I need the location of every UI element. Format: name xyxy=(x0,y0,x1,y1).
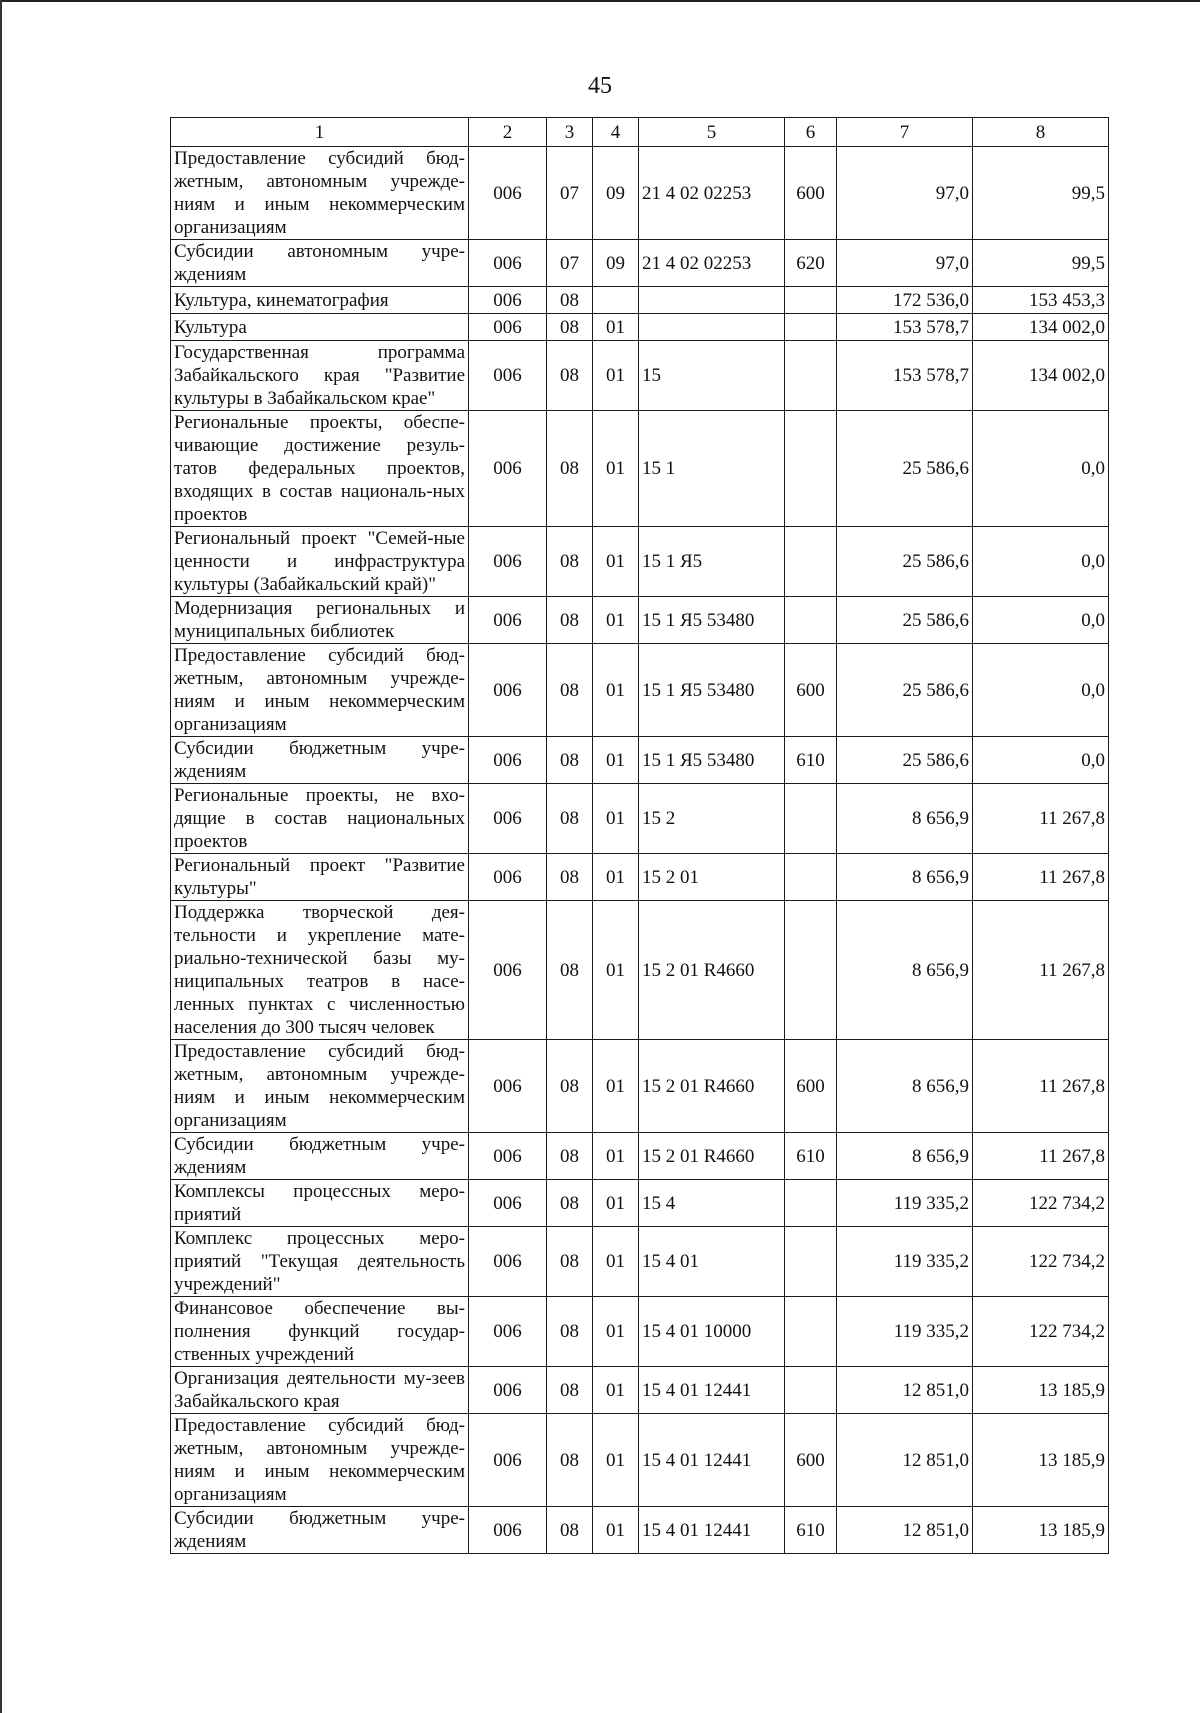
expense-type-code xyxy=(785,411,837,527)
table-row xyxy=(171,411,1109,527)
subsection-code: 01 xyxy=(593,1040,639,1133)
amount-year-1: 97,0 xyxy=(837,240,973,287)
amount-year-1: 25 586,6 xyxy=(837,527,973,597)
subsection-code: 01 xyxy=(593,1414,639,1507)
admin-code: 006 xyxy=(469,901,547,1040)
amount-year-2: 153 453,3 xyxy=(973,287,1109,314)
expense-type-code: 600 xyxy=(785,1414,837,1507)
row-description: Предоставление субсидий бюд-жетным, автономным учрежде-ниям и иным некоммерческим организациям xyxy=(171,1414,469,1507)
amount-year-1: 8 656,9 xyxy=(837,854,973,901)
admin-code: 006 xyxy=(469,527,547,597)
section-code: 08 xyxy=(547,1180,593,1227)
amount-year-2: 11 267,8 xyxy=(973,1040,1109,1133)
admin-code: 006 xyxy=(469,854,547,901)
admin-code: 006 xyxy=(469,644,547,737)
subsection-code: 01 xyxy=(593,1297,639,1367)
amount-year-2: 122 734,2 xyxy=(973,1227,1109,1297)
section-code: 08 xyxy=(547,341,593,411)
subsection-code: 01 xyxy=(593,1507,639,1554)
amount-year-2: 13 185,9 xyxy=(973,1414,1109,1507)
section-code: 08 xyxy=(547,1133,593,1180)
subsection-code: 01 xyxy=(593,901,639,1040)
target-article-code: 15 4 01 12441 xyxy=(639,1367,785,1414)
row-description: Финансовое обеспечение вы-полнения функций государ-ственных учреждений xyxy=(171,1297,469,1367)
amount-year-1: 97,0 xyxy=(837,147,973,240)
page-left-edge xyxy=(0,0,2,1713)
section-code: 08 xyxy=(547,1297,593,1367)
section-code: 08 xyxy=(547,411,593,527)
row-description: Предоставление субсидий бюд-жетным, автономным учрежде-ниям и иным некоммерческим организациям xyxy=(171,1040,469,1133)
subsection-code xyxy=(593,287,639,314)
target-article-code: 15 2 01 R4660 xyxy=(639,1040,785,1133)
admin-code: 006 xyxy=(469,314,547,341)
table-row xyxy=(171,341,1109,411)
table-row xyxy=(171,147,1109,240)
amount-year-1: 8 656,9 xyxy=(837,1040,973,1133)
admin-code: 006 xyxy=(469,1367,547,1414)
subsection-code: 01 xyxy=(593,784,639,854)
table-row xyxy=(171,597,1109,644)
subsection-code: 01 xyxy=(593,737,639,784)
section-code: 07 xyxy=(547,240,593,287)
section-code: 08 xyxy=(547,901,593,1040)
amount-year-1: 8 656,9 xyxy=(837,901,973,1040)
table-row xyxy=(171,1180,1109,1227)
admin-code: 006 xyxy=(469,341,547,411)
table-row xyxy=(171,1227,1109,1297)
header-cell: 1 xyxy=(171,118,469,147)
admin-code: 006 xyxy=(469,1180,547,1227)
section-code: 08 xyxy=(547,854,593,901)
header-cell: 8 xyxy=(973,118,1109,147)
target-article-code: 15 1 Я5 53480 xyxy=(639,644,785,737)
table-header-row xyxy=(171,118,1109,147)
row-description: Поддержка творческой дея-тельности и укрепление мате-риально-технической базы му-ниципальных театров в насе-ленных пунктах с численностью населения до 300 тысяч человек xyxy=(171,901,469,1040)
row-description: Культура, кинематография xyxy=(171,287,469,314)
amount-year-2: 0,0 xyxy=(973,527,1109,597)
amount-year-1: 119 335,2 xyxy=(837,1227,973,1297)
section-code: 08 xyxy=(547,1414,593,1507)
amount-year-1: 25 586,6 xyxy=(837,737,973,784)
target-article-code: 15 4 01 10000 xyxy=(639,1297,785,1367)
amount-year-2: 11 267,8 xyxy=(973,901,1109,1040)
amount-year-1: 153 578,7 xyxy=(837,341,973,411)
amount-year-1: 8 656,9 xyxy=(837,784,973,854)
table-row xyxy=(171,1367,1109,1414)
amount-year-2: 122 734,2 xyxy=(973,1297,1109,1367)
table-row xyxy=(171,854,1109,901)
amount-year-2: 13 185,9 xyxy=(973,1367,1109,1414)
admin-code: 006 xyxy=(469,411,547,527)
admin-code: 006 xyxy=(469,1297,547,1367)
amount-year-2: 122 734,2 xyxy=(973,1180,1109,1227)
admin-code: 006 xyxy=(469,1227,547,1297)
table-row xyxy=(171,314,1109,341)
row-description: Предоставление субсидий бюд-жетным, автономным учрежде-ниям и иным некоммерческим организациям xyxy=(171,147,469,240)
admin-code: 006 xyxy=(469,1507,547,1554)
expense-type-code xyxy=(785,784,837,854)
amount-year-2: 99,5 xyxy=(973,147,1109,240)
row-description: Субсидии бюджетным учре-ждениям xyxy=(171,1507,469,1554)
section-code: 08 xyxy=(547,597,593,644)
admin-code: 006 xyxy=(469,287,547,314)
section-code: 08 xyxy=(547,1367,593,1414)
admin-code: 006 xyxy=(469,1414,547,1507)
section-code: 08 xyxy=(547,737,593,784)
subsection-code: 09 xyxy=(593,147,639,240)
amount-year-2: 13 185,9 xyxy=(973,1507,1109,1554)
table-row xyxy=(171,737,1109,784)
section-code: 08 xyxy=(547,1507,593,1554)
row-description: Государственная программа Забайкальского края "Развитие культуры в Забайкальском крае" xyxy=(171,341,469,411)
expense-type-code: 600 xyxy=(785,1040,837,1133)
amount-year-2: 0,0 xyxy=(973,411,1109,527)
table-row xyxy=(171,1133,1109,1180)
target-article-code: 15 xyxy=(639,341,785,411)
amount-year-1: 12 851,0 xyxy=(837,1414,973,1507)
table-row xyxy=(171,901,1109,1040)
target-article-code: 15 1 Я5 53480 xyxy=(639,597,785,644)
amount-year-1: 8 656,9 xyxy=(837,1133,973,1180)
target-article-code: 15 4 01 12441 xyxy=(639,1414,785,1507)
subsection-code: 01 xyxy=(593,1180,639,1227)
target-article-code: 15 4 01 12441 xyxy=(639,1507,785,1554)
amount-year-2: 11 267,8 xyxy=(973,784,1109,854)
table-row xyxy=(171,287,1109,314)
expense-type-code xyxy=(785,854,837,901)
amount-year-2: 134 002,0 xyxy=(973,341,1109,411)
target-article-code: 15 2 01 R4660 xyxy=(639,1133,785,1180)
page-number: 45 xyxy=(588,73,612,99)
expense-type-code xyxy=(785,1227,837,1297)
row-description: Комплексы процессных меро-приятий xyxy=(171,1180,469,1227)
amount-year-1: 25 586,6 xyxy=(837,411,973,527)
target-article-code: 21 4 02 02253 xyxy=(639,240,785,287)
section-code: 08 xyxy=(547,784,593,854)
table-row xyxy=(171,527,1109,597)
table-row xyxy=(171,784,1109,854)
admin-code: 006 xyxy=(469,1040,547,1133)
table-row xyxy=(171,1414,1109,1507)
subsection-code: 01 xyxy=(593,1367,639,1414)
amount-year-1: 119 335,2 xyxy=(837,1180,973,1227)
subsection-code: 01 xyxy=(593,854,639,901)
page-top-edge xyxy=(0,0,1200,2)
admin-code: 006 xyxy=(469,147,547,240)
subsection-code: 01 xyxy=(593,411,639,527)
table-row xyxy=(171,644,1109,737)
target-article-code xyxy=(639,314,785,341)
row-description: Субсидии автономным учре-ждениям xyxy=(171,240,469,287)
expense-type-code xyxy=(785,314,837,341)
target-article-code: 15 4 xyxy=(639,1180,785,1227)
amount-year-1: 25 586,6 xyxy=(837,644,973,737)
expense-type-code xyxy=(785,1297,837,1367)
expense-type-code: 610 xyxy=(785,1507,837,1554)
header-cell: 3 xyxy=(547,118,593,147)
row-description: Региональные проекты, обеспе-чивающие достижение резуль-татов федеральных проектов, входящих в состав националь-ных проектов xyxy=(171,411,469,527)
budget-table xyxy=(170,117,1109,1554)
expense-type-code xyxy=(785,901,837,1040)
header-cell: 7 xyxy=(837,118,973,147)
table-row xyxy=(171,1507,1109,1554)
subsection-code: 01 xyxy=(593,1133,639,1180)
expense-type-code: 610 xyxy=(785,737,837,784)
amount-year-1: 119 335,2 xyxy=(837,1297,973,1367)
target-article-code: 15 1 xyxy=(639,411,785,527)
section-code: 08 xyxy=(547,527,593,597)
row-description: Организация деятельности му-зеев Забайкальского края xyxy=(171,1367,469,1414)
row-description: Комплекс процессных меро-приятий "Текущая деятельность учреждений" xyxy=(171,1227,469,1297)
header-cell: 5 xyxy=(639,118,785,147)
target-article-code: 15 1 Я5 xyxy=(639,527,785,597)
row-description: Культура xyxy=(171,314,469,341)
admin-code: 006 xyxy=(469,240,547,287)
section-code: 08 xyxy=(547,1040,593,1133)
amount-year-1: 172 536,0 xyxy=(837,287,973,314)
row-description: Модернизация региональных и муниципальных библиотек xyxy=(171,597,469,644)
section-code: 07 xyxy=(547,147,593,240)
row-description: Субсидии бюджетным учре-ждениям xyxy=(171,737,469,784)
row-description: Субсидии бюджетным учре-ждениям xyxy=(171,1133,469,1180)
subsection-code: 09 xyxy=(593,240,639,287)
amount-year-2: 11 267,8 xyxy=(973,854,1109,901)
section-code: 08 xyxy=(547,287,593,314)
expense-type-code: 620 xyxy=(785,240,837,287)
target-article-code: 15 1 Я5 53480 xyxy=(639,737,785,784)
amount-year-2: 11 267,8 xyxy=(973,1133,1109,1180)
amount-year-1: 153 578,7 xyxy=(837,314,973,341)
section-code: 08 xyxy=(547,314,593,341)
table-row xyxy=(171,1040,1109,1133)
header-cell: 2 xyxy=(469,118,547,147)
subsection-code: 01 xyxy=(593,341,639,411)
header-cell: 4 xyxy=(593,118,639,147)
subsection-code: 01 xyxy=(593,314,639,341)
expense-type-code xyxy=(785,527,837,597)
amount-year-2: 0,0 xyxy=(973,737,1109,784)
subsection-code: 01 xyxy=(593,644,639,737)
header-cell: 6 xyxy=(785,118,837,147)
row-description: Региональный проект "Семей-ные ценности и инфраструктура культуры (Забайкальский край)" xyxy=(171,527,469,597)
subsection-code: 01 xyxy=(593,597,639,644)
row-description: Региональный проект "Развитие культуры" xyxy=(171,854,469,901)
expense-type-code xyxy=(785,287,837,314)
expense-type-code: 610 xyxy=(785,1133,837,1180)
expense-type-code xyxy=(785,341,837,411)
target-article-code: 15 4 01 xyxy=(639,1227,785,1297)
amount-year-2: 134 002,0 xyxy=(973,314,1109,341)
amount-year-1: 12 851,0 xyxy=(837,1367,973,1414)
expense-type-code: 600 xyxy=(785,644,837,737)
expense-type-code xyxy=(785,597,837,644)
target-article-code: 15 2 xyxy=(639,784,785,854)
amount-year-2: 0,0 xyxy=(973,597,1109,644)
target-article-code: 15 2 01 xyxy=(639,854,785,901)
row-description: Предоставление субсидий бюд-жетным, автономным учрежде-ниям и иным некоммерческим организациям xyxy=(171,644,469,737)
admin-code: 006 xyxy=(469,1133,547,1180)
section-code: 08 xyxy=(547,644,593,737)
admin-code: 006 xyxy=(469,597,547,644)
section-code: 08 xyxy=(547,1227,593,1297)
row-description: Региональные проекты, не вхо-дящие в состав национальных проектов xyxy=(171,784,469,854)
target-article-code xyxy=(639,287,785,314)
expense-type-code xyxy=(785,1367,837,1414)
subsection-code: 01 xyxy=(593,1227,639,1297)
admin-code: 006 xyxy=(469,737,547,784)
target-article-code: 21 4 02 02253 xyxy=(639,147,785,240)
amount-year-1: 25 586,6 xyxy=(837,597,973,644)
subsection-code: 01 xyxy=(593,527,639,597)
expense-type-code xyxy=(785,1180,837,1227)
table-row xyxy=(171,240,1109,287)
expense-type-code: 600 xyxy=(785,147,837,240)
table-row xyxy=(171,1297,1109,1367)
admin-code: 006 xyxy=(469,784,547,854)
amount-year-1: 12 851,0 xyxy=(837,1507,973,1554)
amount-year-2: 0,0 xyxy=(973,644,1109,737)
target-article-code: 15 2 01 R4660 xyxy=(639,901,785,1040)
amount-year-2: 99,5 xyxy=(973,240,1109,287)
